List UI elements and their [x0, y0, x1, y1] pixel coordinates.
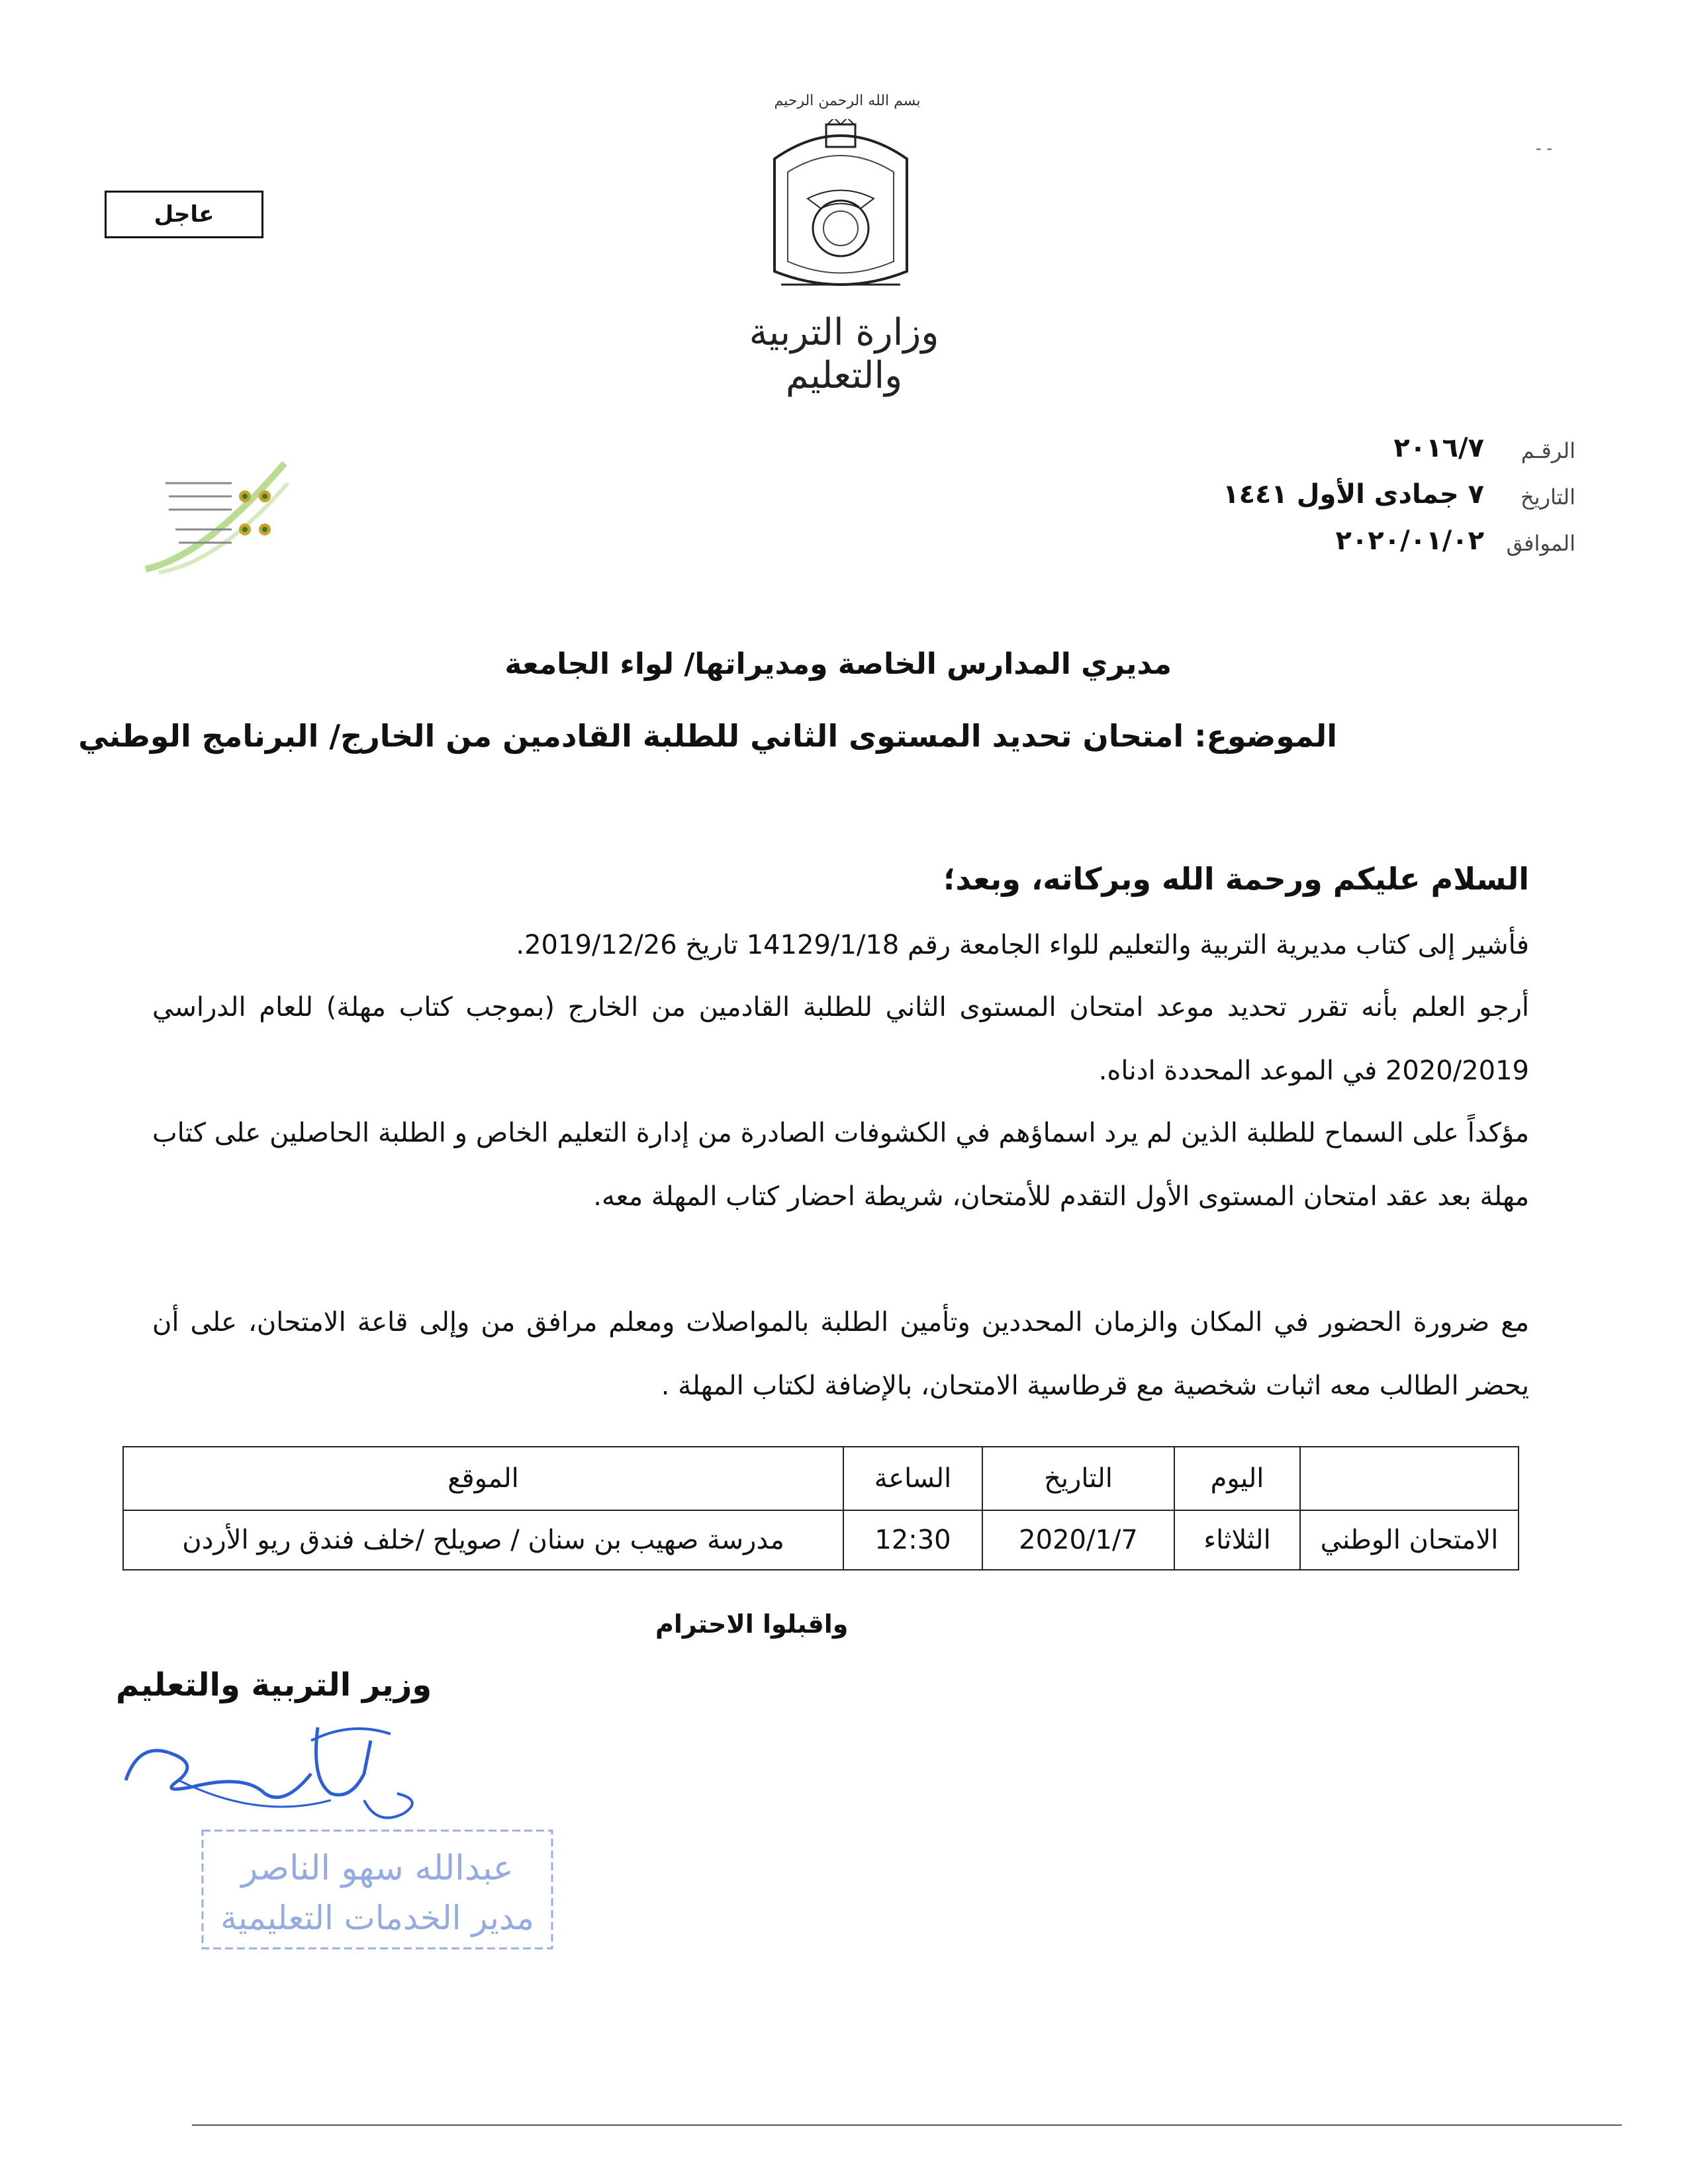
- body-paragraph-3: مؤكداً على السماح للطلبة الذين لم يرد اسماؤهم في الكشوفات الصادرة من إدارة التعليم الخاص و الطلبة الحاصلين على كتاب مهلة بعد عقد امتحان المستوى الأول التقدم للأمتحان، شريطة احضار كتاب المهلة معه.: [152, 1118, 1529, 1212]
- urgent-label: عاجل: [105, 191, 263, 238]
- ministry-logo-text: وزارة التربية والتعليم: [749, 311, 939, 397]
- table-header-row: [123, 1447, 1519, 1510]
- corner-mark: - -: [1536, 139, 1552, 158]
- body-paragraph-4: مع ضرورة الحضور في المكان والزمان المحددين وتأمين الطلبة بالمواصلات ومعلم مرافق من وإلى قاعة الامتحان، على أن يحضر الطالب معه اثبات شخصية مع قرطاسية الامتحان، بالإضافة لكتاب المهلة .: [152, 1307, 1529, 1401]
- greeting: السلام عليكم ورحمة الله وبركاته، وبعد؛: [943, 861, 1529, 897]
- reference-date-label: التاريخ: [1520, 484, 1575, 510]
- reference-greg-row: [1072, 510, 1575, 556]
- closing-line: واقبلوا الاحترام: [655, 1610, 849, 1639]
- recipient-line: مديري المدارس الخاصة ومديراتها/ لواء الجامعة: [504, 647, 1172, 681]
- reference-greg-label: الموافق: [1506, 531, 1575, 556]
- table-row: [123, 1510, 1519, 1570]
- body-paragraph-1: فأشير إلى كتاب مديرية التربية والتعليم للواء الجامعة رقم 14129/1/18 تاريخ 2019/12/26.: [516, 930, 1529, 960]
- official-stamp: [199, 1827, 556, 1952]
- basmala-text: بسم الله الرحمن الرحيم: [774, 93, 921, 109]
- cell-exam-name: الامتحان الوطني: [1300, 1510, 1519, 1570]
- reference-number-row: [1072, 417, 1575, 463]
- cell-day: الثلاثاء: [1174, 1510, 1300, 1570]
- reference-number-value: ٢٠١٦/٧: [1393, 433, 1484, 463]
- exam-schedule-table: [122, 1446, 1519, 1570]
- header-date: التاريخ: [982, 1447, 1174, 1510]
- cell-date: 2020/1/7: [982, 1510, 1174, 1570]
- body-paragraph-2: أرجو العلم بأنه تقرر تحديد موعد امتحان المستوى الثاني للطلبة القادمين من الخارج (بموجب كتاب مهلة) للعام الدراسي 2020/2019 في الموعد المحددة ادناه.: [152, 992, 1529, 1086]
- signatory-title: وزير التربية والتعليم: [116, 1666, 432, 1704]
- award-seal-icon: [139, 457, 291, 576]
- header-day: اليوم: [1174, 1447, 1300, 1510]
- reference-greg-value: ٢٠٢٠/٠١/٠٢: [1335, 525, 1484, 556]
- header-time: الساعة: [843, 1447, 982, 1510]
- stamp-title-text: مدير الخدمات التعليمية: [220, 1899, 534, 1937]
- cell-time: 12:30: [843, 1510, 982, 1570]
- cell-location: مدرسة صهيب بن سنان / صويلح /خلف فندق ريو الأردن: [123, 1510, 843, 1570]
- footer-divider: [192, 2124, 1622, 2126]
- header-location: الموقع: [123, 1447, 843, 1510]
- reference-number-label: الرقـم: [1521, 438, 1575, 463]
- signature-image: [113, 1701, 457, 1833]
- header-exam-name: [1300, 1447, 1519, 1510]
- reference-date-value: ٧ جمادى الأول ١٤٤١: [1223, 479, 1484, 510]
- subject-line: الموضوع: امتحان تحديد المستوى الثاني للطلبة القادمين من الخارج/ البرنامج الوطني: [78, 718, 1337, 754]
- coat-of-arms-logo: [761, 119, 920, 298]
- reference-date-row: [1072, 463, 1575, 510]
- stamp-name-text: عبدالله سهو الناصر: [241, 1848, 514, 1888]
